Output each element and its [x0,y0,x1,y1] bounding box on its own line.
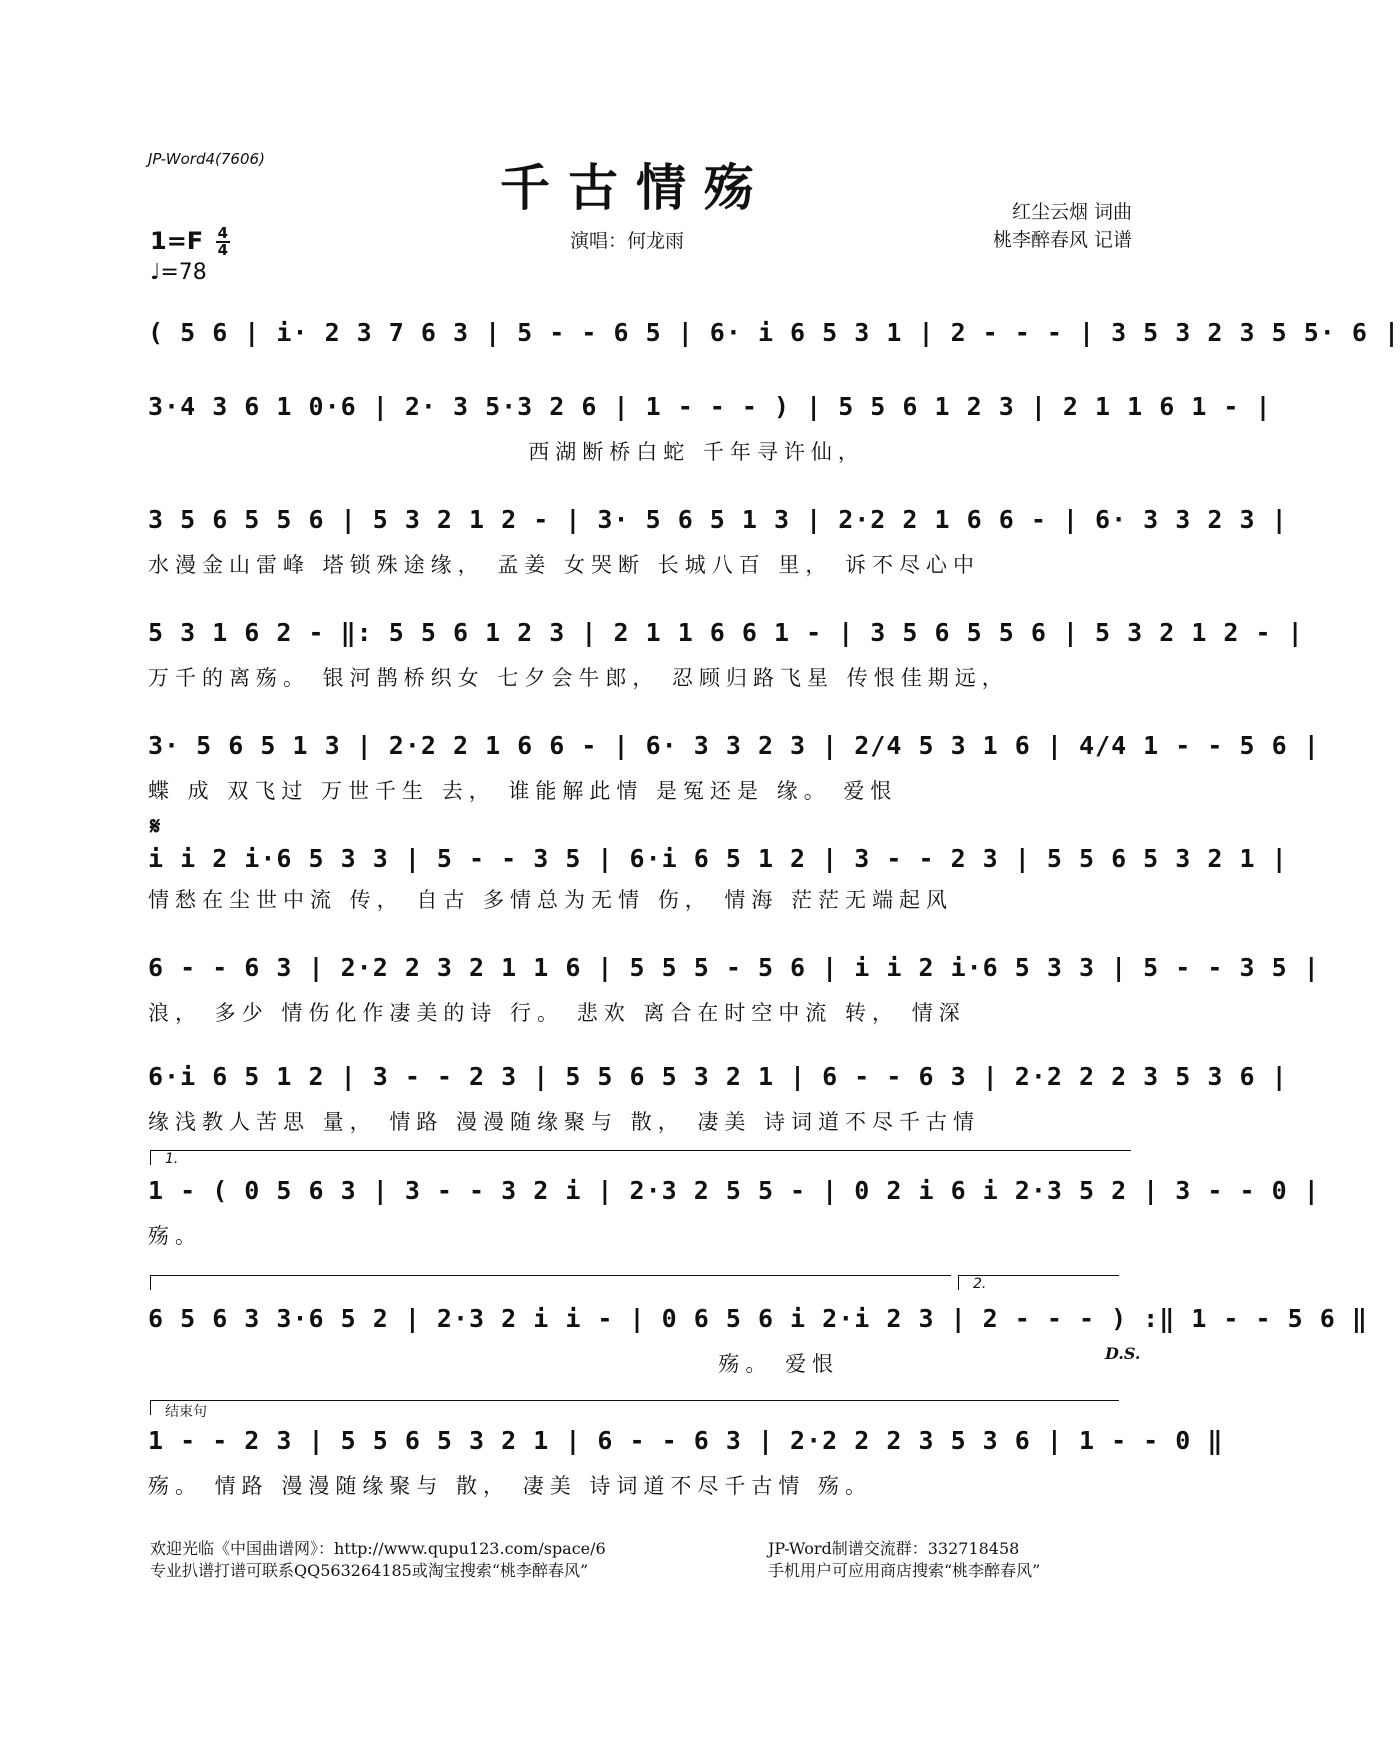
notation-line: 3 5 6 5 5 6 | 5 3 2 1 2 - | 3· 5 6 5 1 3 | 2·2 2 1 6 6 - | 6· 3 3 2 3 | [148,505,1288,534]
lyric-line: 殇。 [148,1224,202,1248]
footer-app-line: 手机用户可应用商店搜索“桃李醉春风” [768,1561,1041,1580]
credit-lyric-music: 红尘云烟 词曲 [1011,201,1132,223]
key-text: 1=F [150,227,204,255]
notation-line: ( 5 6 | i· 2 3 7 6 3 | 5 - - 6 5 | 6· i 6 5 3 1 | 2 - - - | 3 5 3 2 3 5 5· 6 | [148,318,1400,347]
notation-line: 5 3 1 6 2 - ‖: 5 5 6 1 2 3 | 2 1 1 6 6 1 - | 3 5 6 5 5 6 | 5 3 2 1 2 - | [148,618,1304,647]
time-signature [216,226,230,258]
footer-left [150,1538,606,1582]
first-ending-label: 1. [165,1151,179,1167]
footer-right [768,1538,1040,1582]
footer-contact-line: 专业扒谱打谱可联系QQ563264185或淘宝搜索“桃李醉春风” [150,1561,589,1580]
notation-line: 1 - - 2 3 | 5 5 6 5 3 2 1 | 6 - - 6 3 | 2·2 2 2 3 5 3 6 | 1 - - 0 ‖ [148,1426,1224,1455]
lyric-line: 缘浅教人苦思 量， 情路 漫漫随缘聚与 散， 凄美 诗词道不尽千古情 [148,1110,981,1134]
notation-line: 6·i 6 5 1 2 | 3 - - 2 3 | 5 5 6 5 3 2 1 | 6 - - 6 3 | 2·2 2 2 3 5 3 6 | [148,1062,1288,1091]
singer: 演唱：何龙雨 [570,230,685,252]
first-ending-bracket [150,1150,1131,1165]
tempo-mark: ♩=78 [150,260,207,285]
notation-line: 1 - ( 0 5 6 3 | 3 - - 3 2 i | 2·3 2 5 5 - | 0 2 i 6 i 2·3 5 2 | 3 - - 0 | [148,1176,1320,1205]
credit-transcriber: 桃李醉春风 记谱 [992,229,1132,251]
lyric-line: 殇。 爱恨 [148,1352,840,1376]
key-signature [150,226,230,258]
notation-line: 6 - - 6 3 | 2·2 2 3 2 1 1 6 | 5 5 5 - 5 6 | i i 2 i·6 5 3 3 | 5 - - 3 5 | [148,953,1320,982]
software-label: JP-Word4(7606) [148,150,265,168]
lyric-line: 西湖断桥白蛇 千年寻许仙， [148,440,865,464]
notation-line: 3· 5 6 5 1 3 | 2·2 2 1 6 6 - | 6· 3 3 2 3 | 2/4 5 3 1 6 | 4/4 1 - - 5 6 | [148,731,1320,760]
meter-top: 4 [217,224,228,242]
repeat-continuation-bracket [150,1275,951,1290]
footer-group-line: JP-Word制谱交流群：332718458 [768,1539,1020,1558]
notation-line: 6 5 6 3 3·6 5 2 | 2·3 2 i i - | 0 6 5 6 i 2·i 2 3 | 2 - - - ) :‖ 1 - - 5 6 ‖ [148,1304,1368,1333]
lyric-line: 水漫金山雷峰 塔锁殊途缘， 孟姜 女哭断 长城八百 里， 诉不尽心中 [148,553,981,577]
ending-phrase-label: 结束句 [165,1404,207,1420]
lyric-line: 浪， 多少 情伤化作凄美的诗 行。 悲欢 离合在时空中流 转， 情深 [148,1001,966,1025]
second-ending-bracket [958,1275,1119,1290]
lyric-line: 万千的离殇。 银河鹊桥织女 七夕会牛郎， 忍顾归路飞星 传恨佳期远， [148,666,1009,690]
page-title: 千古情殇 [500,158,772,217]
notation-line: 3·4 3 6 1 0·6 | 2· 3 5·3 2 6 | 1 - - - ) | 5 5 6 1 2 3 | 2 1 1 6 1 - | [148,392,1272,421]
lyric-line: 蝶 成 双飞过 万世千生 去， 谁能解此情 是冤还是 缘。 爱恨 [148,779,898,803]
meter-bottom: 4 [217,241,228,259]
ending-phrase-bracket [150,1400,1119,1420]
ds-mark: D.S. [1105,1344,1141,1363]
lyric-line: 殇。 情路 漫漫随缘聚与 散， 凄美 诗词道不尽千古情 殇。 [148,1474,873,1498]
segno-sign: 𝄋 [150,812,161,840]
credits [993,198,1132,254]
second-ending-label: 2. [973,1276,987,1292]
lyric-line: 情愁在尘世中流 传， 自古 多情总为无情 伤， 情海 茫茫无端起风 [148,888,954,912]
notation-line: i i 2 i·6 5 3 3 | 5 - - 3 5 | 6·i 6 5 1 2 | 3 - - 2 3 | 5 5 6 5 3 2 1 | [148,844,1288,873]
footer-site-line: 欢迎光临《中国曲谱网》：http://www.qupu123.com/space/6 [150,1539,606,1558]
